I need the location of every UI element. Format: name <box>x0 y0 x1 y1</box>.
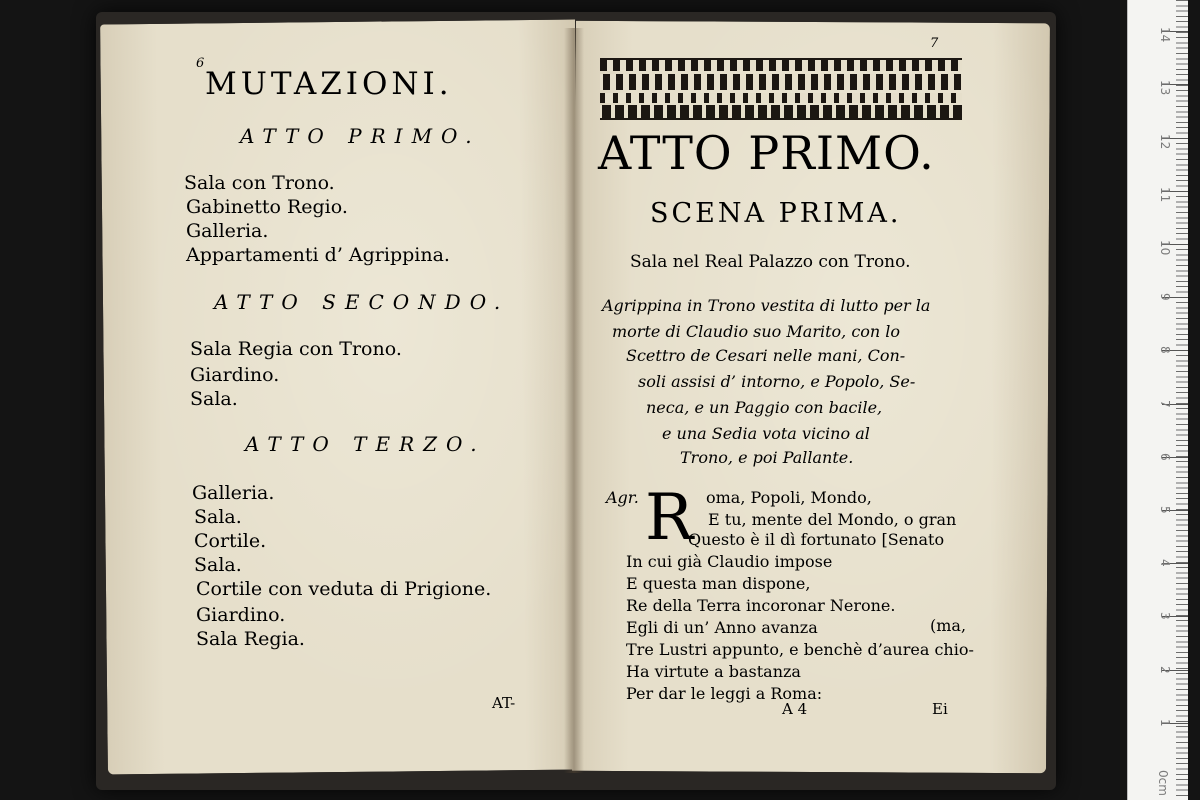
ornament-band <box>600 58 962 120</box>
list-item: Sala Regia. <box>196 628 305 650</box>
list-item: Sala Regia con Trono. <box>190 338 402 360</box>
stage-direction-line: neca, e un Paggio con bacile, <box>646 398 883 417</box>
ruler-number: 14 <box>1158 27 1172 43</box>
list-item: Sala. <box>194 554 242 576</box>
list-item: Gabinetto Regio. <box>186 196 348 218</box>
verse-line: Questo è il dì fortunato [Senato <box>688 530 945 549</box>
stage-direction-line: Trono, e poi Pallante. <box>680 448 854 467</box>
verse-line: Ha virtute a bastanza <box>626 662 801 681</box>
ruler-number: 8 <box>1158 346 1172 355</box>
left-page-number: 6 <box>196 56 205 71</box>
stage-direction-line: e una Sedia vota vicino al <box>662 424 870 443</box>
stage-direction-line: soli assisi d’ intorno, e Popolo, Se- <box>638 372 916 391</box>
drop-cap: R <box>645 481 694 555</box>
ruler-number: 2 <box>1158 665 1172 674</box>
act-heading: ATTO PRIMO. <box>240 124 481 148</box>
ruler-unit-label: 0cm <box>1156 770 1170 796</box>
verse-line-suffix: (ma, <box>930 616 967 635</box>
scene-setting: Sala nel Real Palazzo con Trono. <box>630 252 911 272</box>
ruler-number: 5 <box>1158 506 1172 514</box>
verse-line: oma, Popoli, Mondo, <box>706 488 872 507</box>
book-gutter <box>564 28 584 773</box>
list-item: Giardino. <box>196 604 286 626</box>
ruler-number: 13 <box>1158 80 1172 96</box>
ruler-number: 10 <box>1158 240 1172 256</box>
stage-direction-line: Scettro de Cesari nelle mani, Con- <box>626 346 906 365</box>
list-item: Galleria. <box>192 482 275 504</box>
verse-line: Per dar le leggi a Roma: <box>626 684 823 703</box>
list-item: Galleria. <box>186 220 269 242</box>
scene-title: SCENA PRIMA. <box>650 198 902 229</box>
signature-mark: A 4 <box>782 700 808 718</box>
stage-direction-line: Agrippina in Trono vestita di lutto per la <box>602 296 931 315</box>
verse-line: In cui già Claudio impose <box>626 552 833 571</box>
ruler-number: 7 <box>1158 399 1172 408</box>
catchword: Ei <box>932 700 948 718</box>
right-page-number: 7 <box>930 36 939 51</box>
list-item: Cortile. <box>194 530 267 552</box>
ruler-number: 12 <box>1158 133 1172 149</box>
act-title: ATTO PRIMO. <box>598 126 935 180</box>
verse-line: Re della Terra incoronar Nerone. <box>626 596 896 615</box>
stage-direction-line: morte di Claudio suo Marito, con lo <box>612 322 901 341</box>
catchword: AT- <box>492 694 516 712</box>
act-heading: ATTO TERZO. <box>245 432 486 456</box>
list-item: Sala con Trono. <box>184 172 335 194</box>
verse-line: Tre Lustri appunto, e benchè d’aurea chio- <box>626 640 974 659</box>
verse-line: E tu, mente del Mondo, o gran <box>708 510 957 529</box>
ruler-number: 4 <box>1158 559 1172 567</box>
list-item: Sala. <box>190 388 238 410</box>
list-item: Giardino. <box>190 364 280 386</box>
verse-line: Egli di un’ Anno avanza <box>626 618 818 637</box>
list-item: Sala. <box>194 506 242 528</box>
act-heading: ATTO SECONDO. <box>214 290 510 314</box>
page-title: MUTAZIONI. <box>205 66 453 102</box>
ruler-number: 9 <box>1158 293 1172 301</box>
ruler-number: 11 <box>1158 186 1172 203</box>
ruler-number: 3 <box>1158 612 1172 621</box>
list-item: Cortile con veduta di Prigione. <box>196 578 492 600</box>
list-item: Appartamenti d’ Agrippina. <box>186 244 450 266</box>
speaker-label: Agr. <box>606 488 639 507</box>
ruler-number: 1 <box>1158 718 1172 727</box>
ruler-number: 6 <box>1158 452 1172 461</box>
verse-line: E questa man dispone, <box>626 574 811 593</box>
